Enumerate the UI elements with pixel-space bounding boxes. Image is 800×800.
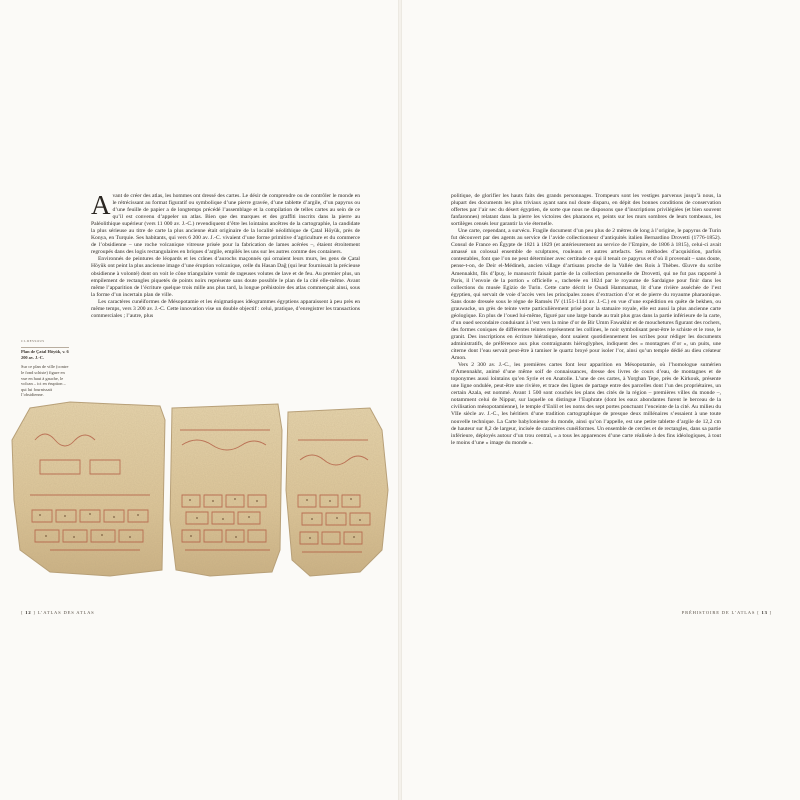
left-running-title: L’ATLAS DES ATLAS	[37, 610, 95, 615]
left-page-text-column	[91, 190, 360, 320]
fragment-right	[286, 408, 388, 576]
right-paragraph-1: politique, de glorifier les hauts faits des grands personnages. Trompeurs sont les vestiges parvenus jusqu’à nous, la plupart des documents les plus triviaux ayant sans nul doute disparu, en dépit des bonnes conditions de conservation offertes par l’air sec du désert égyptien, de sorte que nous ne disposons que d’inscriptions privilégiées (et bien souvent fanfaronnes) relatant dans la pierre les victoires des pharaons et, peints sur les murs sombres de leurs tombeaux, les sortilèges censés leur garantir la vie éternelle.	[451, 193, 721, 228]
left-page-footer: [ 12 ] L’ATLAS DES ATLAS	[21, 610, 95, 615]
fragment-center	[170, 404, 282, 576]
left-page-number: 12	[25, 610, 32, 615]
caption-rule	[21, 347, 69, 348]
wall-fragments-illustration	[10, 400, 395, 580]
drop-cap: A	[91, 190, 111, 220]
right-running-title: PRÉHISTOIRE DE L’ATLAS	[681, 610, 756, 615]
fragment-left	[12, 402, 165, 576]
caption-kicker: CI-DESSOUS	[21, 339, 45, 343]
image-caption	[21, 339, 69, 398]
left-paragraph-3: Les caractères cunéiformes de Mésopotamie et les énigmatiques idéogrammes égyptiens apparaissent à peu près en même temps, vers 3 200 av. J.-C. Cette innovation vise un double objectif : celui, pratique, d’enregistrer les transactions commerciales ; l’autre, plus	[91, 298, 360, 319]
left-paragraph-1: Avant de créer des atlas, les hommes ont dressé des cartes. Le désir de comprendre ou de contrôler le monde en le rétrécissant au format figuratif ou symbolique d’une pierre gravée, d’une tablette d’argile, d’un papyrus ou d’une feuille de papier a de longtemps précédé l’assemblage et la compilation de telles cartes au sein de ce qu’il est convenu d’appeler un atlas. Bien que des marques et des graffiti inscrits dans la pierre au Paléolithique supérieur (vers 11 000 av. J.-C.) revendiquent d’être les lointains ancêtres de la cartographie, la candidate la plus sérieuse au titre de carte la plus ancienne était originaire de la localité néolithique de Çatal Höyük, près de Konya, en Turquie. Ses habitants, qui vers 6 200 av. J.-C. vivaient d’une forme primitive d’agriculture et du commerce de l’obsidienne – une roche volcanique vitreuse prisée pour la fabrication de lames acérées –, étaient étroitement regroupés dans des logis rectangulaires en briques d’argile, empilés les uns sur les autres comme des containers.	[91, 190, 360, 256]
left-paragraph-2: Environnés de peintures de léopards et les crânes d’aurochs maçonnés qui ornaient leurs murs, les gens de Çatal Höyük ont peint la plus ancienne image d’une éruption volcanique, celle du Hasan Dağ (qui leur fournissait la précieuse obsidienne à volonté) dont on voit le cône triangulaire vomir de rageuses volutes de lave et de feu. Au premier plus, un empilement de rectangles piquetés de points noirs représente sans doute possible le plan de la cité elle-même. Avant même l’apparition de l’écriture quelque trois mille ans plus tard, la longue préhistoire des atlas commençait ainsi, sous la forme d’un incertain plan de ville.	[91, 256, 360, 298]
right-paragraph-2: Une carte, cependant, a survécu. Fragile document d’un peu plus de 2 mètres de long à l’origine, le papyrus de Turin fut découvert par des agents au service de l’avide collectionneur d’antiquités italien Bernardino Drovetti (1776-1852). Consul de France en Égypte de 1821 à 1829 (et antérieurement au service de l’Empire, de 1806 à 1815), celui-ci avait amassé un colossal ensemble de sculptures, rouleaux et autres artefacts. Ses méthodes d’acquisition, parfois contestables, font que l’on ne peut déterminer avec certitude ce qui il tenait ce papyrus et d’où il provenait – sans doute, pense-t-on, de Deir el-Médineh, ancien village d’artisans proche de la Vallée des Rois à Thèbes. Œuvre du scribe Amennakht, fils d’Ipuy, le manuscrit faisait partie de la collection personnelle de Drovetti, qui ne fut pas rapporté à Paris, il l’envoie de la portion « officielle », rachetée en 1824 par le royaume de Sardaigne pour finir dans les collections du musée Egizio de Turin. Cette carte décrit le Ouadi Hammamat, lit d’une rivière asséchée de l’est égyptien, qui servait de voie d’accès vers les principales zones d’extraction d’or et de pierre du royaume pharaonique. Sans doute dressée sous le règne de Ramsès IV (1151-1144 av. J.-C.) en vue d’une expédition en quête de bekhen, ou grauwacke, un grès de teinte verte particulièrement prisé pour la statuaire royale, elle est aussi la plus ancienne carte géologique. En plus de l’oued lui-même, figuré par une large bande au trait plus gras dans la partie inférieure de la carte, d’un oued secondaire conduisant à l’est vers la mine d’or de Bir Umm Fawakhir et de mouchetures figurant des rochers, des formes coniques de différentes teintes représentent les collines, le noir symbolisant peut-être le schiste et le rose, le granit. Des inscriptions en écriture hiératique, dont usaient quotidiennement les scribes pour rédiger les documents administratifs, de préférence aux plus contraignants hiéroglyphes, indiquent des « montagnes d’or », un puits, une citerne dont l’eau servait peut-être à tamiser le quartz broyé pour isoler l’or, ainsi qu’un temple dédié au dieu créateur Amon.	[451, 228, 721, 362]
book-gutter	[398, 0, 402, 800]
caption-title: Plan de Çatal Höyük, v. 6 200 av. J.-C.	[21, 349, 69, 360]
right-page-number: 13	[761, 610, 768, 615]
caption-body: Sur ce plan de ville (contre le fond schiste) figure en vue en haut à gauche, le volcan – ici en éruption – qui lui fournissait l’obsidienne.	[21, 364, 69, 398]
catal-hoyuk-plan-image	[10, 400, 395, 580]
right-page-text-column	[451, 193, 721, 447]
right-paragraph-3: Vers 2 300 av. J.-C., les premières cartes font leur apparition en Mésopotamie, où l’homologue sumérien d’Amennakht, animé d’une même soif de connaissances, dresse des livres de cours d’eau, de montagnes et de toponymes aussi lointains qu’en Syrie et en Anatolie. L’une de ces cartes, à Yorghan Tepe, près de Kirkouk, présente une ligne ondulée, peut-être une rivière, et trace des lignes de partage entre des parcelles dont l’un des propriétaires, un certain Azala, est nommé. Avant 1 500 sont couchés les plans des cités de la région – premières villes du monde –, notamment celui de Nippur, sur laquelle on distingue l’Euphrate (dont les eaux abondantes furent le berceau de la civilisation mésopotamienne), le temple d’Enlil et les noms des sept portes ponctuant l’enceinte de la cité. Au milieu du VIIe siècle av. J.-C., les héritiers d’une tradition cartographique de presque deux millénaires s’essaient à une toute nouvelle technique. La Carte babylonienne du monde, ainsi qu’on l’appelle, est une petite tablette d’argile de 12,2 cm de hauteur sur 8,2 de largeur, incisée de caractères cunéiformes. Un ensemble de cercles et de rectangles, dans sa partie inférieure, déployés autour d’un trou central, « a tous les apparences d’une carte réalisée à des fins idéologiques, à tout le moins d’une « image du monde ».	[451, 362, 721, 446]
right-page-footer: PRÉHISTOIRE DE L’ATLAS [ 13 ]	[681, 610, 772, 615]
